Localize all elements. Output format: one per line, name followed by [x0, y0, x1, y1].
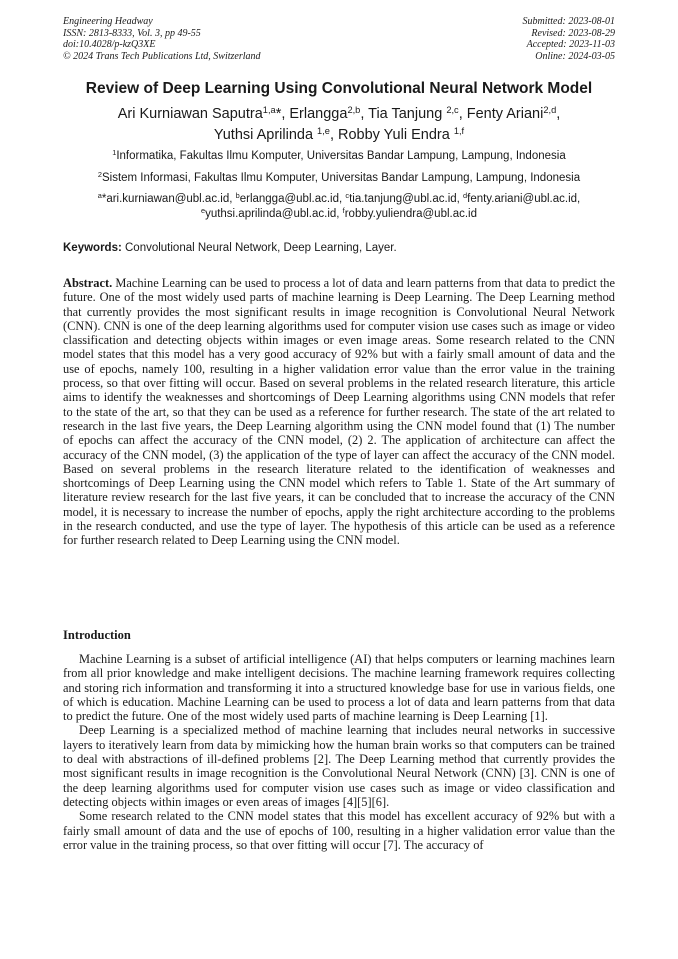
- affiliation-sup: 2: [97, 169, 102, 179]
- keywords-line: [63, 242, 615, 254]
- affiliation-text: Sistem Informasi, Fakultas Ilmu Komputer, Universitas Bandar Lampung, Lampung, Indonesia: [101, 172, 581, 184]
- author-emails: [40, 192, 638, 221]
- date-submitted: Submitted: 2023-08-01: [522, 16, 615, 27]
- keywords-label: Keywords:: [63, 242, 122, 254]
- affiliation-sup: 1: [112, 147, 117, 157]
- author-list: [40, 104, 638, 146]
- author-separator: ,: [458, 106, 467, 122]
- journal-name: Engineering Headway: [63, 16, 153, 27]
- date-accepted: Accepted: 2023-11-03: [526, 39, 615, 50]
- author-name: Robby Yuli Endra: [338, 127, 454, 143]
- paper-title: Review of Deep Learning Using Convolutional Neural Network Model: [85, 80, 593, 97]
- introduction-body: [63, 652, 615, 852]
- date-online: Online: 2024-03-05: [535, 50, 615, 62]
- email-sup: e: [200, 205, 206, 215]
- author-affiliation-sup: 2,d: [543, 104, 557, 115]
- author-separator: ,: [556, 106, 561, 122]
- email-link[interactable]: yuthsi.aprilinda@ubl.ac.id,: [205, 207, 343, 220]
- affiliation-1: [40, 147, 638, 162]
- author-affiliation-sup: 1,a: [262, 104, 276, 115]
- journal-doi[interactable]: doi:10.4028/p-kzQ3XE: [63, 39, 156, 50]
- email-link[interactable]: fenty.ariani@ubl.ac.id,: [467, 193, 581, 205]
- affiliation-2: [40, 169, 638, 184]
- email-sup: d: [463, 190, 468, 200]
- email-link[interactable]: robby.yuliendra@ubl.ac.id: [344, 207, 478, 220]
- email-sup: f: [342, 205, 345, 215]
- email-link[interactable]: erlangga@ubl.ac.id,: [239, 193, 346, 205]
- intro-paragraph-3: Some research related to the CNN model states that this model has excellent accuracy of 92% but with a fairly small amount of data and the use of epochs of 100, resulting in a higher validation error value than the error value in the training process, so that over fitting will occur [7]. The accuracy of: [63, 809, 615, 852]
- email-link[interactable]: tia.tanjung@ubl.ac.id,: [349, 193, 464, 205]
- journal-issn: ISSN: 2813-8333, Vol. 3, pp 49-55: [63, 27, 201, 39]
- keywords-text: Convolutional Neural Network, Deep Learning, Layer.: [121, 242, 397, 254]
- author-separator: ,: [360, 106, 369, 122]
- author-affiliation-sup: 2,c: [446, 104, 459, 115]
- journal-copyright: © 2024 Trans Tech Publications Ltd, Switzerland: [63, 50, 261, 62]
- author-separator: ,: [329, 127, 338, 143]
- author-name: Erlangga: [289, 106, 348, 122]
- abstract-section: [63, 276, 615, 548]
- date-revised: Revised: 2023-08-29: [531, 27, 615, 39]
- author-name: Yuthsi Aprilinda: [213, 127, 318, 143]
- author-name: Fenty Ariani: [466, 106, 544, 122]
- email-sup: b: [235, 190, 240, 200]
- email-sup: c: [345, 190, 350, 200]
- introduction-heading: Introduction: [63, 628, 131, 642]
- email-sup: a: [97, 190, 102, 200]
- intro-paragraph-2: Deep Learning is a specialized method of machine learning that includes neural networks in successive layers to iteratively learn from data by mimicking how the human brain works so that computers can be trained to deal with abstractions of ill-defined problems [2]. The Deep Learning method that currently provides the most significant results in image recognition is the Convolutional Neural Network (CNN) [3]. CNN is one of the deep learning algorithms used for computer vision use cases such as image or video classification and detecting objects within images or even areas of images [4][5][6].: [63, 723, 615, 809]
- journal-info: [63, 16, 261, 62]
- abstract-text: Machine Learning can be used to process a lot of data and learn patterns from that data to predict the future. One of the most widely used parts of machine learning is Deep Learning. The Deep Learning method that currently provides the most significant results in image recognition is Convolutional Neural Network (CNN). CNN is one of the deep learning algorithms used for computer vision use cases such as image or video classification and detecting objects within images or even image areas. Some research related to the CNN model states that this model has a very good accuracy of 92% but with a fairly small amount of data and the use of epochs, namely 100, resulting in a higher validation error value than the error value in the training process, so that over fitting will occur. Based on several problems in the related research literature, this article aims to identify the weaknesses and shortcomings of Deep Learning algorithms using CNN models that refer to the state of the art, so that they can be used as a reference for further research. The state of the art related to research in the last five years, the Deep Learning algorithm using the CNN model found that (1) The number of epochs can affect the accuracy of the CNN model, (2) 2. The application of architecture can affect the accuracy of the CNN model, (3) the application of the type of layer can affect the accuracy of the CNN model. Based on several problems in the research literature related to the identification of weaknesses and shortcomings of Deep Learning using the CNN model which refers to Table 1. State of the Art summary of literature review research for the last five years, it can be concluded that to increase the accuracy of the CNN model, it is necessary to increase the number of epochs, apply the right architecture according to the problems in the research conducted, and use the type of layer. The hypothesis of this article can be used as a reference for further research related to Deep Learning using the CNN model.: [63, 276, 615, 548]
- email-link[interactable]: *ari.kurniawan@ubl.ac.id,: [101, 193, 236, 205]
- author-affiliation-sup: 1,e: [317, 125, 330, 136]
- submission-dates: [523, 16, 616, 62]
- author-affiliation-sup: 2,b: [347, 104, 361, 115]
- author-name: Tia Tanjung: [368, 106, 447, 122]
- author-separator: *,: [275, 106, 290, 122]
- abstract-label: Abstract.: [63, 276, 113, 290]
- intro-paragraph-1: Machine Learning is a subset of artificial intelligence (AI) that helps computers or learning machines learn from all prior knowledge and make intelligent decisions. The machine learning framework requires collecting and storing rich information and transforming it into a structured knowledge base for use in various fields, one of which is education. Machine Learning can be used to process a lot of data and learn patterns from that data to predict the future. One of the most widely used parts of machine learning is Deep Learning [1].: [63, 652, 615, 724]
- affiliation-text: Informatika, Fakultas Ilmu Komputer, Universitas Bandar Lampung, Lampung, Indonesia: [116, 150, 566, 162]
- author-name: Ari Kurniawan Saputra: [117, 106, 263, 122]
- author-affiliation-sup: 1,f: [453, 125, 465, 136]
